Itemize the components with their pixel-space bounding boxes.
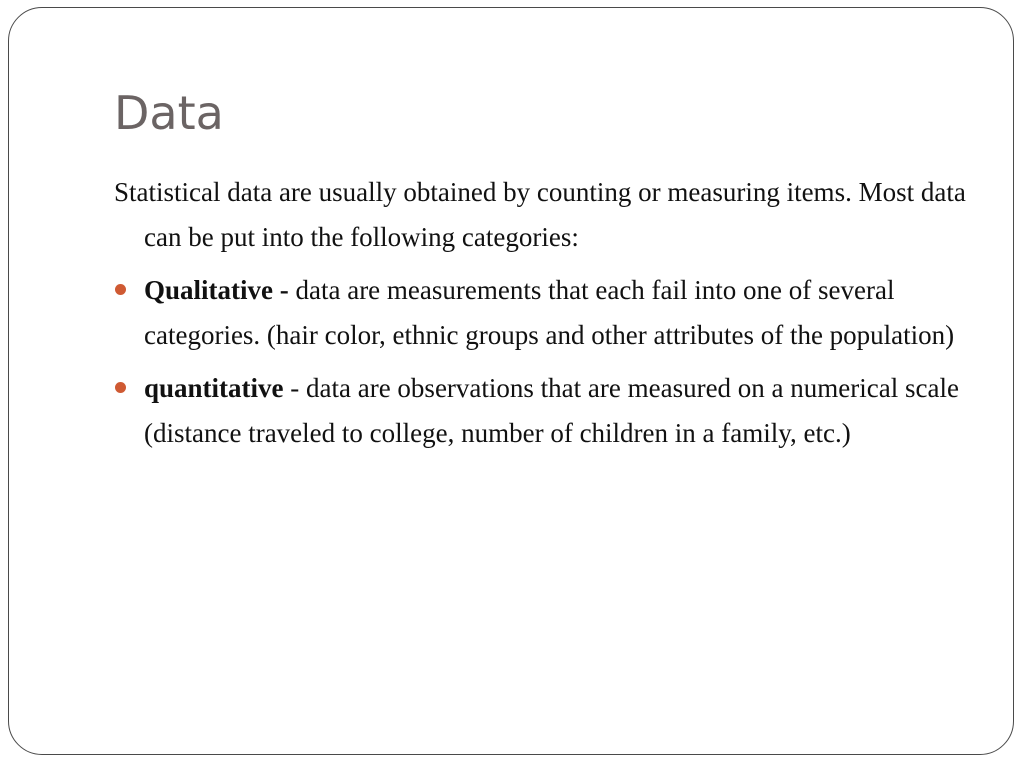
bullet-term: Qualitative - bbox=[144, 275, 289, 305]
slide-title: Data bbox=[114, 86, 224, 140]
bullet-qualitative bbox=[114, 268, 974, 357]
slide-body bbox=[114, 170, 974, 464]
bullet-text: - data are observations that are measured on a numerical scale (distance traveled to college, number of children in a family, etc.) bbox=[144, 373, 959, 448]
bullet-text: data are measurements that each fail into one of several categories. (hair color, ethnic groups and other attributes of the population) bbox=[144, 275, 955, 350]
bullet-dot-icon bbox=[115, 284, 126, 295]
bullet-term: quantitative bbox=[144, 373, 284, 403]
bullet-quantitative bbox=[114, 366, 974, 455]
bullet-dot-icon bbox=[115, 382, 126, 393]
intro-paragraph: Statistical data are usually obtained by counting or measuring items. Most data can be put into the following categories: bbox=[114, 177, 966, 252]
